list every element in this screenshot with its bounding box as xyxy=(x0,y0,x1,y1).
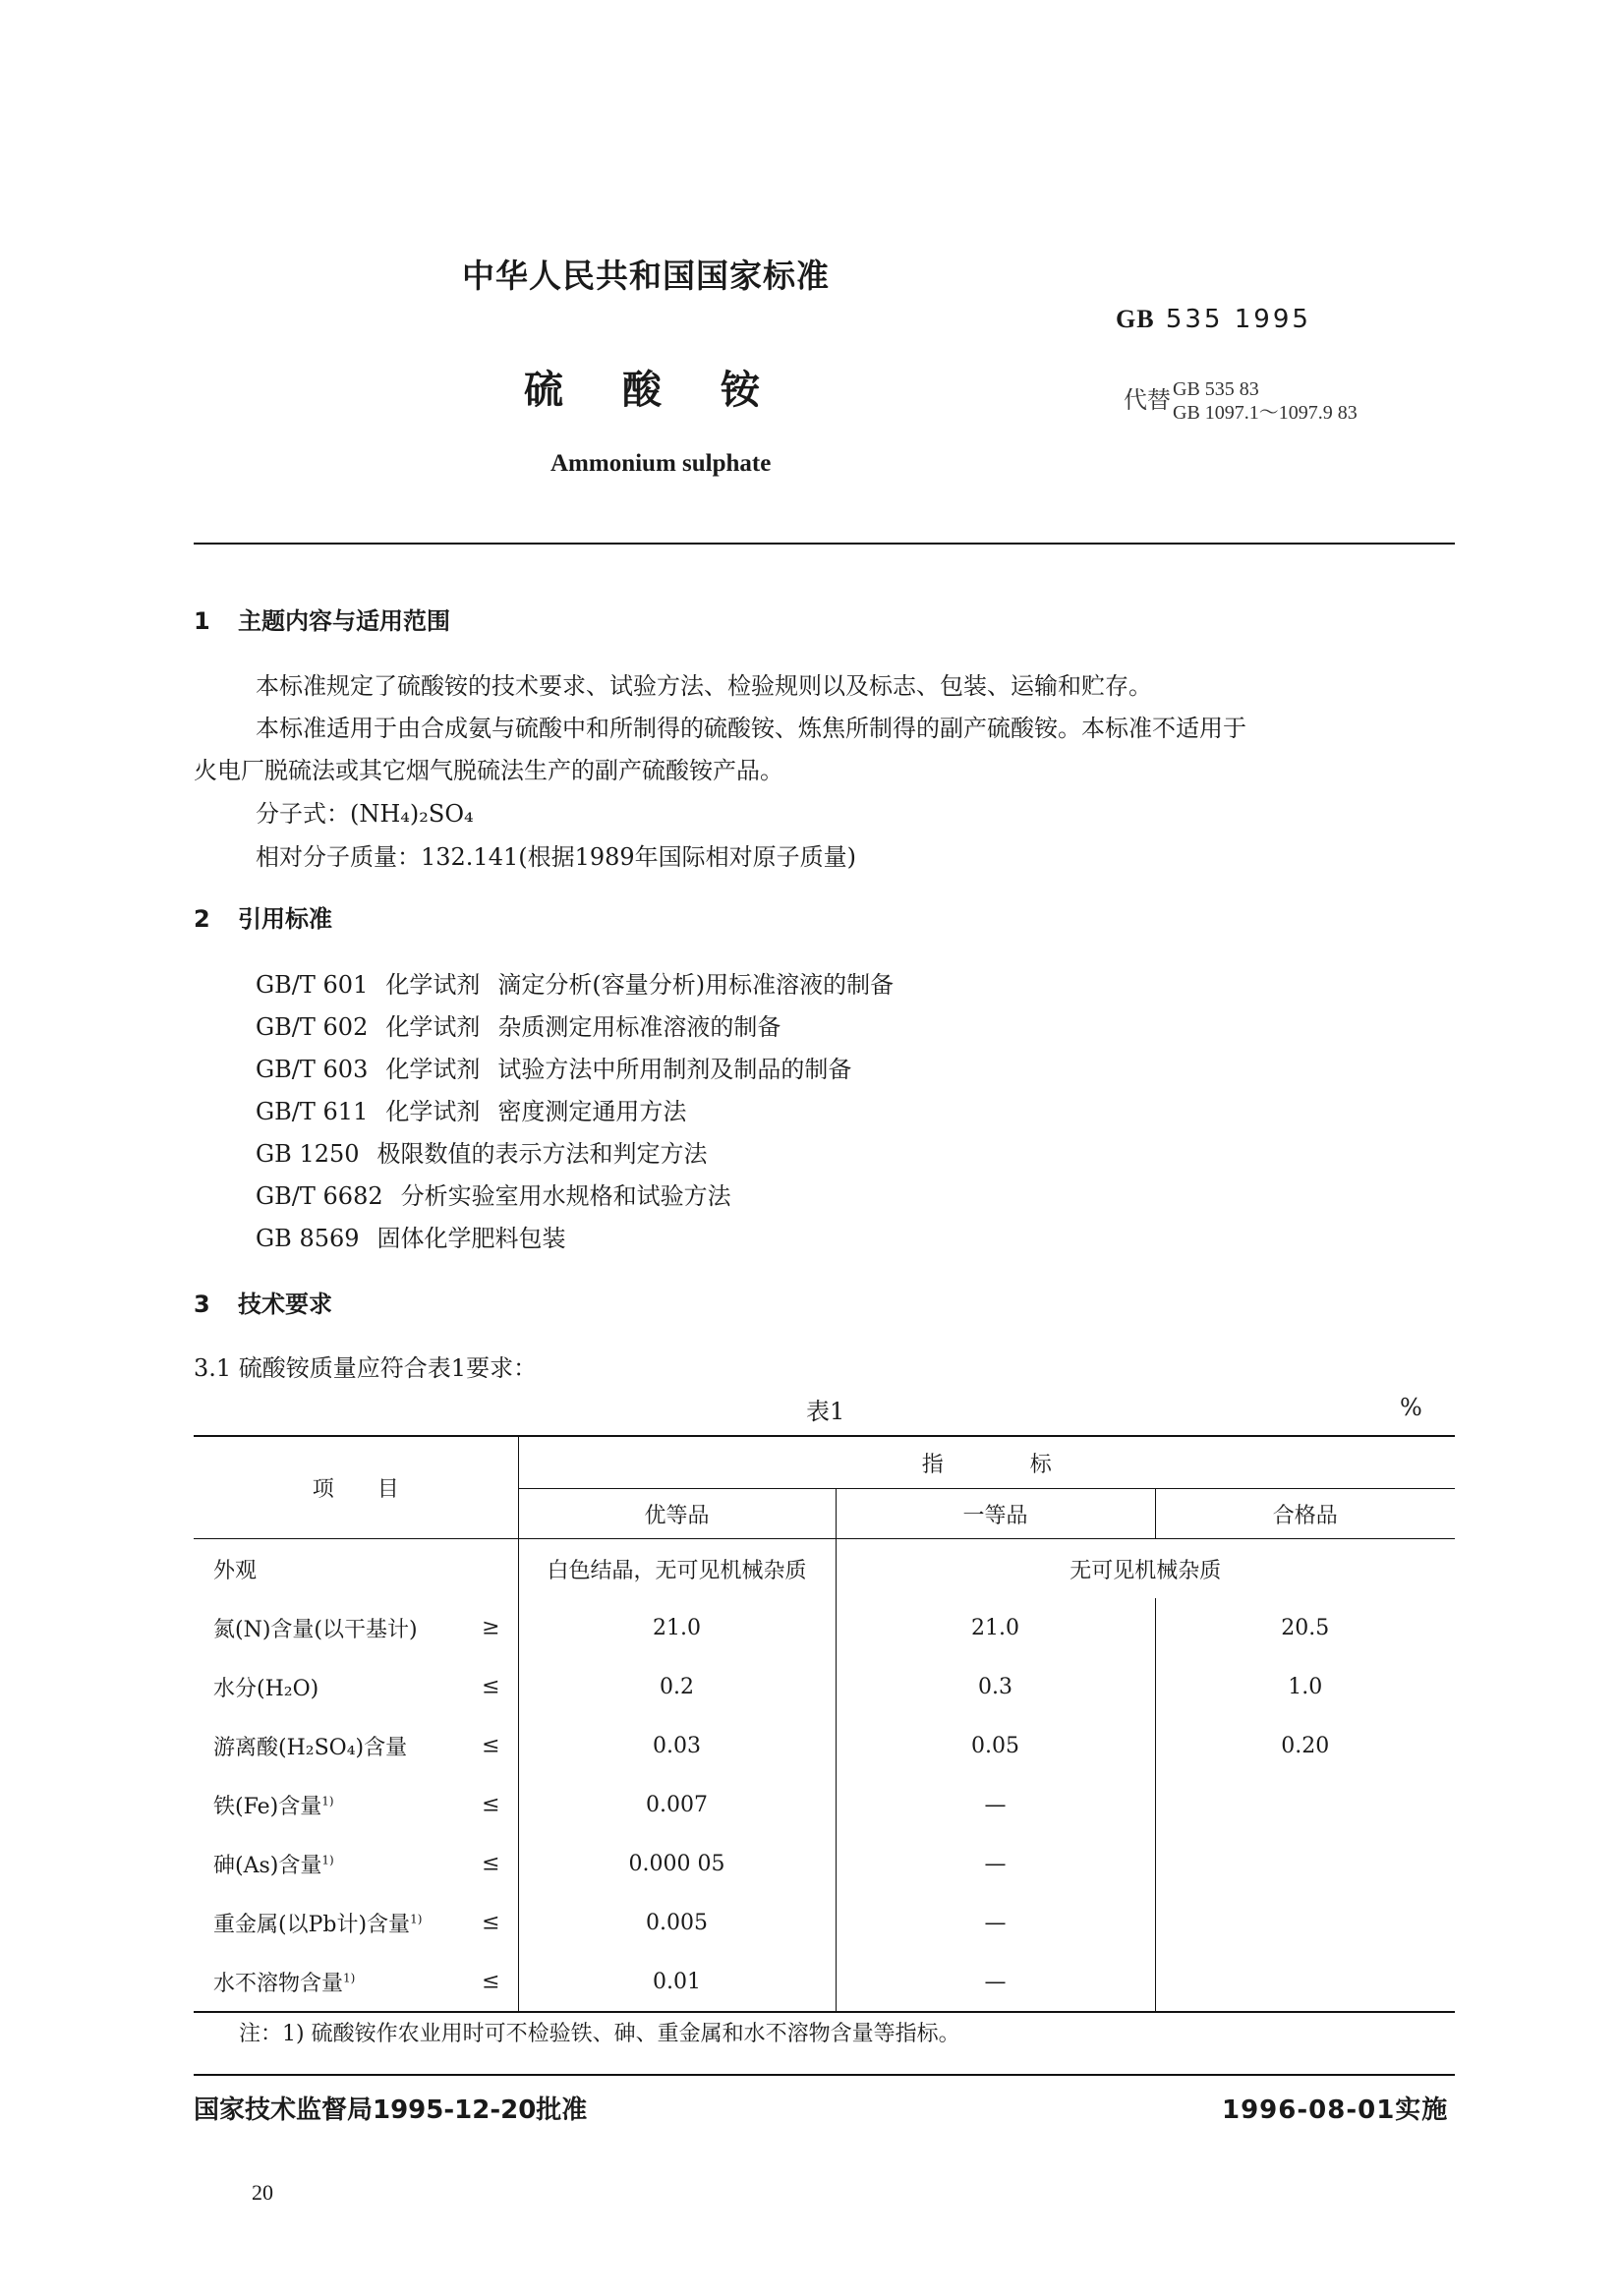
row-item-cell xyxy=(194,1775,518,1834)
table-row xyxy=(194,1952,1455,2012)
section-1-paragraph-2a: 本标准适用于由合成氨与硫酸中和所制得的硫酸铵、炼焦所制得的副产硫酸铵。本标准不适用于 xyxy=(256,715,1246,742)
section-3-heading xyxy=(194,1285,332,1319)
row-item: 砷(As)含量 xyxy=(213,1853,322,1878)
table-note: 注：1) 硫酸铵作农业用时可不检验铁、砷、重金属和水不溶物含量等指标。 xyxy=(239,2022,960,2046)
row-item: 氮(N)含量(以干基计) xyxy=(213,1617,418,1642)
reference-item xyxy=(256,965,911,1000)
comparison-symbol: ≤ xyxy=(482,1674,500,1699)
section-1-number: 1 xyxy=(194,607,210,635)
cell-value xyxy=(1155,1893,1455,1952)
cell-value: — xyxy=(836,1952,1155,2012)
section-1-heading xyxy=(194,602,450,636)
molecular-mass: 相对分子质量：132.141(根据1989年国际相对原子质量) xyxy=(256,843,857,871)
comparison-symbol: ≤ xyxy=(482,1910,500,1935)
reference-code: GB/T 611 xyxy=(256,1098,369,1125)
comparison-symbol: ≥ xyxy=(482,1615,500,1640)
footer-divider xyxy=(194,2074,1455,2076)
cell-value: 0.05 xyxy=(836,1716,1155,1775)
reference-item xyxy=(256,1092,704,1126)
reference-name: 固体化学肥料包装 xyxy=(376,1225,566,1252)
reference-code: GB/T 6682 xyxy=(256,1182,383,1210)
reference-item xyxy=(256,1219,584,1253)
cell-value: — xyxy=(836,1834,1155,1893)
reference-code: GB/T 601 xyxy=(256,971,369,999)
cell-value: 白色结晶，无可见机械杂质 xyxy=(518,1539,836,1599)
reference-name: 分析实验室用水规格和试验方法 xyxy=(400,1182,731,1210)
effective-date: 1996-08-01实施 xyxy=(1222,2095,1449,2125)
table-row xyxy=(194,1716,1455,1775)
replaces-label: 代替 xyxy=(1124,388,1171,414)
section-1-paragraph-1: 本标准规定了硫酸铵的技术要求、试验方法、检验规则以及标志、包装、运输和贮存。 xyxy=(256,672,1152,700)
row-item: 外观 xyxy=(213,1558,258,1583)
section-2-heading xyxy=(194,899,332,934)
cell-value: — xyxy=(836,1893,1155,1952)
header-grade-first: 一等品 xyxy=(836,1489,1155,1539)
cell-value: 无可见机械杂质 xyxy=(836,1539,1455,1599)
standard-code-number: 535 1995 xyxy=(1165,305,1311,334)
reference-item xyxy=(256,1177,749,1211)
molecular-formula-value: (NH₄)₂SO₄ xyxy=(350,800,474,828)
header-index: 指 标 xyxy=(518,1436,1455,1489)
cell-value: 0.3 xyxy=(836,1657,1155,1716)
replaces-line-1: GB 535 83 xyxy=(1173,378,1259,400)
standard-code-prefix: GB xyxy=(1116,305,1155,333)
section-3-title: 技术要求 xyxy=(238,1291,332,1318)
header-grade-qualified: 合格品 xyxy=(1155,1489,1455,1539)
cell-value: 21.0 xyxy=(836,1598,1155,1657)
header-grade-superior: 优等品 xyxy=(518,1489,836,1539)
footnote-marker: 1) xyxy=(321,1794,334,1808)
row-item-cell xyxy=(194,1598,518,1657)
cell-value xyxy=(1155,1834,1455,1893)
reference-item xyxy=(256,1050,869,1084)
reference-name: 密度测定通用方法 xyxy=(497,1098,687,1125)
org-title: 中华人民共和国国家标准 xyxy=(462,257,830,295)
replaces-block xyxy=(1124,377,1358,425)
section-1-title: 主题内容与适用范围 xyxy=(238,607,450,635)
reference-category: 化学试剂 xyxy=(385,1013,481,1041)
row-item: 水不溶物含量 xyxy=(213,1971,344,1996)
table-unit: % xyxy=(1400,1394,1422,1421)
comparison-symbol: ≤ xyxy=(482,1733,500,1758)
header-divider xyxy=(194,543,1455,545)
section-1-paragraph-2b: 火电厂脱硫法或其它烟气脱硫法生产的副产硫酸铵产品。 xyxy=(194,757,783,784)
row-item-cell xyxy=(194,1893,518,1952)
reference-code: GB/T 602 xyxy=(256,1013,369,1041)
row-item: 重金属(以Pb计)含量 xyxy=(213,1912,411,1937)
cell-value: 1.0 xyxy=(1155,1657,1455,1716)
cell-value: 0.01 xyxy=(518,1952,836,2012)
comparison-symbol: ≤ xyxy=(482,1851,500,1876)
cell-value: 0.03 xyxy=(518,1716,836,1775)
cell-value: 21.0 xyxy=(518,1598,836,1657)
header-item: 项 目 xyxy=(194,1436,518,1539)
table-row xyxy=(194,1893,1455,1952)
document-title: 硫酸铵 xyxy=(524,368,819,413)
row-item-cell xyxy=(194,1952,518,2012)
footnote-marker: 1) xyxy=(410,1912,423,1926)
cell-value: 0.005 xyxy=(518,1893,836,1952)
row-item-cell xyxy=(194,1657,518,1716)
comparison-symbol: ≤ xyxy=(482,1792,500,1817)
reference-name: 试验方法中所用制剂及制品的制备 xyxy=(497,1056,852,1083)
cell-value xyxy=(1155,1952,1455,2012)
reference-category: 化学试剂 xyxy=(385,1056,481,1083)
specification-table xyxy=(194,1435,1455,2013)
reference-item xyxy=(256,1007,798,1042)
cell-value: 0.20 xyxy=(1155,1716,1455,1775)
section-2-number: 2 xyxy=(194,905,210,933)
row-item: 铁(Fe)含量 xyxy=(213,1794,322,1819)
table-caption: 表1 xyxy=(806,1398,845,1425)
footnote-marker: 1) xyxy=(321,1853,334,1867)
cell-value: 0.007 xyxy=(518,1775,836,1834)
row-item-cell xyxy=(194,1716,518,1775)
replaces-line-2: GB 1097.1～1097.9 83 xyxy=(1173,402,1358,424)
cell-value: 0.2 xyxy=(518,1657,836,1716)
reference-code: GB 1250 xyxy=(256,1140,360,1168)
reference-code: GB/T 603 xyxy=(256,1056,369,1083)
table-row xyxy=(194,1657,1455,1716)
reference-item xyxy=(256,1134,725,1169)
row-item-cell xyxy=(194,1834,518,1893)
page-number: 20 xyxy=(252,2180,273,2205)
reference-name: 杂质测定用标准溶液的制备 xyxy=(497,1013,781,1041)
reference-code: GB 8569 xyxy=(256,1225,360,1252)
cell-value: — xyxy=(836,1775,1155,1834)
approval-date: 国家技术监督局1995-12-20批准 xyxy=(194,2095,588,2125)
cell-value: 20.5 xyxy=(1155,1598,1455,1657)
comparison-symbol: ≤ xyxy=(482,1969,500,1994)
molecular-formula-label: 分子式： xyxy=(256,800,350,828)
cell-value: 0.000 05 xyxy=(518,1834,836,1893)
reference-name: 极限数值的表示方法和判定方法 xyxy=(376,1140,708,1168)
standard-code xyxy=(1116,305,1311,334)
table-row xyxy=(194,1598,1455,1657)
table-row xyxy=(194,1834,1455,1893)
cell-value xyxy=(1155,1775,1455,1834)
table-row xyxy=(194,1539,1455,1599)
english-title: Ammonium sulphate xyxy=(550,450,772,477)
reference-category: 化学试剂 xyxy=(385,971,481,999)
footnote-marker: 1) xyxy=(343,1971,356,1985)
table-row xyxy=(194,1775,1455,1834)
row-item: 水分(H₂O) xyxy=(213,1676,319,1701)
reference-category: 化学试剂 xyxy=(385,1098,481,1125)
row-item: 游离酸(H₂SO₄)含量 xyxy=(213,1735,408,1760)
section-3-number: 3 xyxy=(194,1291,210,1318)
section-3-1: 3.1 硫酸铵质量应符合表1要求： xyxy=(194,1354,538,1382)
reference-name: 滴定分析(容量分析)用标准溶液的制备 xyxy=(497,971,895,999)
molecular-formula xyxy=(256,794,474,829)
section-2-title: 引用标准 xyxy=(238,905,332,933)
